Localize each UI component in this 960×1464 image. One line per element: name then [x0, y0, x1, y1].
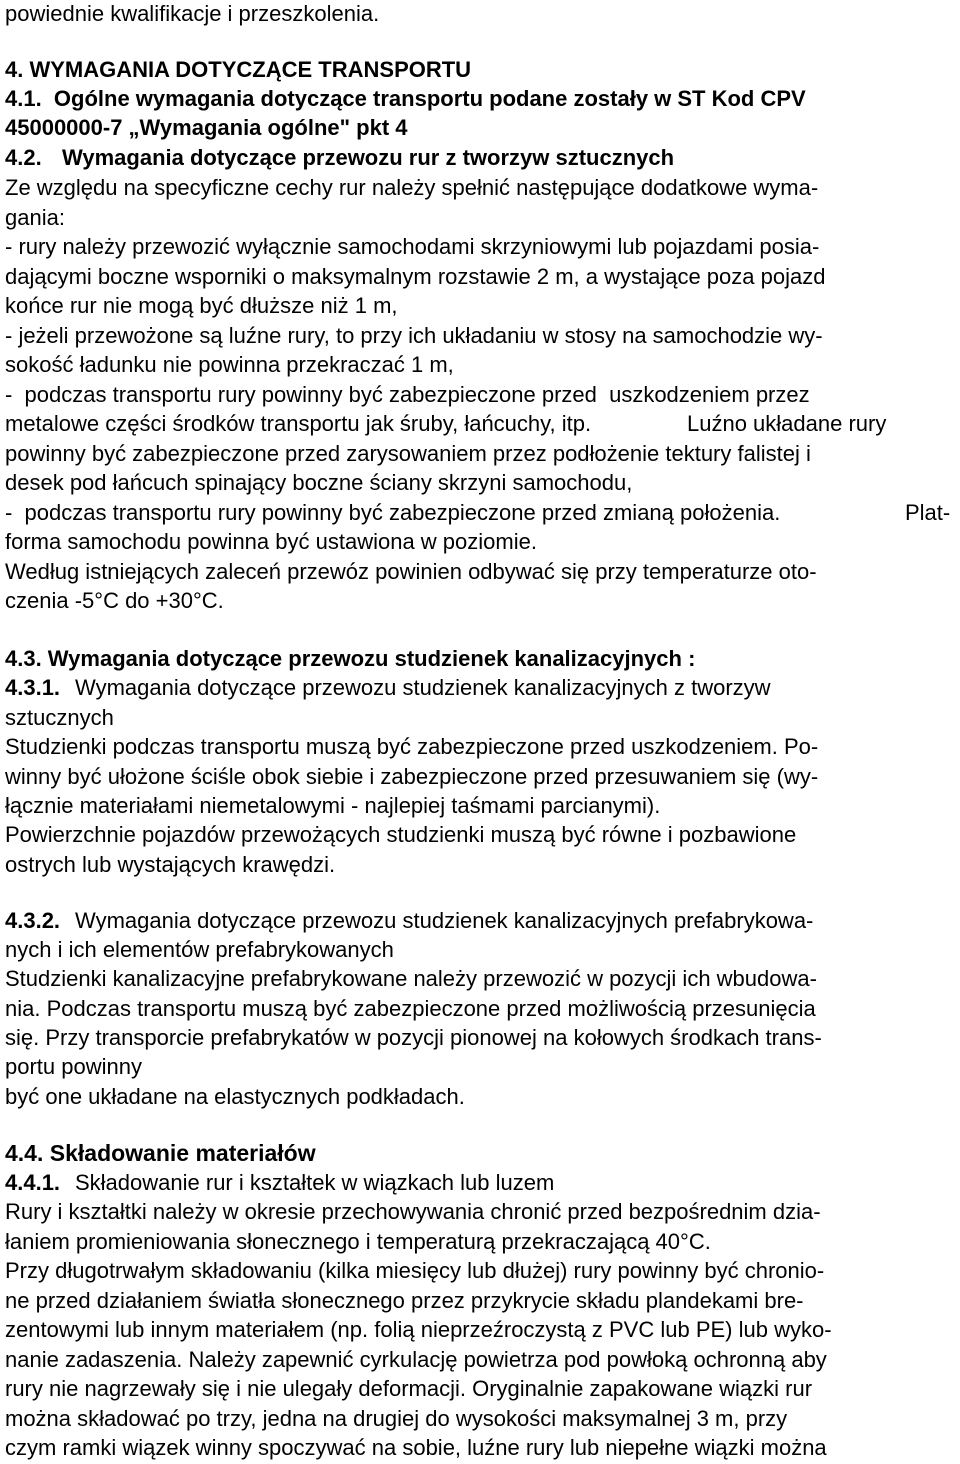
text-line: być one układane na elastycznych podkładach. — [5, 1084, 465, 1109]
text-line: dającymi boczne wsporniki o maksymalnym rozstawie 2 m, a wystające poza pojazd — [5, 264, 826, 289]
subsection-title-4-3-2: Wymagania dotyczące przewozu studzienek kanalizacyjnych prefabrykowa- — [75, 908, 814, 933]
subsection-heading-4-1-cont: 45000000-7 „Wymagania ogólne" pkt 4 — [5, 115, 408, 140]
text-line: czenia -5°C do +30°C. — [5, 588, 224, 613]
text-line: końce rur nie mogą być dłuższe niż 1 m, — [5, 293, 398, 318]
text-line: Luźno układane rury — [687, 411, 887, 436]
text-line: czym ramki wiązek winny spoczywać na sobie, luźne rury lub niepełne wiązki można — [5, 1435, 827, 1460]
subsection-number-4-4-1: 4.4.1. — [5, 1170, 61, 1195]
text-line: można składować po trzy, jedna na drugiej do wysokości maksymalnej 3 m, przy — [5, 1406, 788, 1431]
text-line: portu powinny — [5, 1054, 142, 1079]
text-line: zentowymi lub innym materiałem (np. folią nieprzeźroczystą z PVC lub PE) lub wyko- — [5, 1317, 832, 1342]
text-line: - rury należy przewozić wyłącznie samochodami skrzyniowymi lub pojazdami posia- — [5, 234, 820, 259]
text-line: winny być ułożone ściśle obok siebie i zabezpieczone przed przesuwaniem się (wy- — [5, 764, 819, 789]
subsection-number-4-3-1: 4.3.1. — [5, 675, 61, 700]
text-line: łącznie materiałami niemetalowymi - najlepiej taśmami parcianymi). — [5, 793, 661, 818]
text-line: ne przed działaniem światła słonecznego przez przykrycie składu plandekami bre- — [5, 1288, 804, 1313]
text-line: Rury i kształtki należy w okresie przechowywania chronić przed bezpośrednim dzia- — [5, 1199, 821, 1224]
subsection-heading-4-2: Wymagania dotyczące przewozu rur z tworzyw sztucznych — [62, 145, 675, 170]
text-line: Studzienki podczas transportu muszą być zabezpieczone przed uszkodzeniem. Po- — [5, 734, 819, 759]
text-line: nanie zadaszenia. Należy zapewnić cyrkulację powietrza pod powłoką ochronną aby — [5, 1347, 827, 1372]
text-line: Według istniejących zaleceń przewóz powinien odbywać się przy temperaturze oto- — [5, 559, 817, 584]
text-line: Studzienki kanalizacyjne prefabrykowane należy przewozić w pozycji ich wbudowa- — [5, 966, 817, 991]
subsection-title-4-3-1: Wymagania dotyczące przewozu studzienek kanalizacyjnych z tworzyw — [75, 675, 771, 700]
text-line: Przy długotrwałym składowaniu (kilka miesięcy lub dłużej) rury powinny być chronio- — [5, 1258, 825, 1283]
text-line: forma samochodu powinna być ustawiona w poziomie. — [5, 529, 537, 554]
text-line: Ze względu na specyficzne cechy rur należy spełnić następujące dodatkowe wyma- — [5, 175, 819, 200]
text-line: - jeżeli przewożone są luźne rury, to przy ich układaniu w stosy na samochodzie wy- — [5, 323, 823, 348]
text-line: sztucznych — [5, 705, 114, 730]
text-line: się. Przy transporcie prefabrykatów w pozycji pionowej na kołowych środkach trans- — [5, 1025, 822, 1050]
subsection-heading-4-3: 4.3. Wymagania dotyczące przewozu studzienek kanalizacyjnych : — [5, 646, 696, 671]
subsection-heading-4-1: 4.1. Ogólne wymagania dotyczące transportu podane zostały w ST Kod CPV — [5, 86, 806, 111]
text-line: powinny być zabezpieczone przed zarysowaniem przez podłożenie tektury falistej i — [5, 441, 811, 466]
text-line: sokość ładunku nie powinna przekraczać 1 m, — [5, 352, 454, 377]
text-line: rury nie nagrzewały się i nie ulegały deformacji. Oryginalnie zapakowane wiązki rur — [5, 1376, 813, 1401]
text-line: - podczas transportu rury powinny być zabezpieczone przed zmianą położenia. — [5, 500, 781, 525]
section-heading-4: 4. WYMAGANIA DOTYCZĄCE TRANSPORTU — [5, 57, 472, 82]
subsection-number-4-3-2: 4.3.2. — [5, 908, 61, 933]
subsection-title-4-4-1: Składowanie rur i kształtek w wiązkach lub luzem — [75, 1170, 555, 1195]
text-line: ostrych lub wystających krawędzi. — [5, 852, 336, 877]
text-line: łaniem promieniowania słonecznego i temperaturą przekraczającą 40°C. — [5, 1229, 711, 1254]
subsection-number-4-2: 4.2. — [5, 145, 42, 170]
text-line: - podczas transportu rury powinny być zabezpieczone przed uszkodzeniem przez — [5, 382, 810, 407]
text-line: nych i ich elementów prefabrykowanych — [5, 937, 394, 962]
text-line: gania: — [5, 205, 65, 230]
text-line: nia. Podczas transportu muszą być zabezpieczone przed możliwością przesunięcia — [5, 996, 816, 1021]
text-line: desek pod łańcuch spinający boczne ściany skrzyni samochodu, — [5, 470, 633, 495]
text-line: metalowe części środków transportu jak śruby, łańcuchy, itp. — [5, 411, 592, 436]
text-line: powiednie kwalifikacje i przeszkolenia. — [5, 1, 380, 26]
text-line: Plat- — [905, 500, 951, 525]
subsection-heading-4-4: 4.4. Składowanie materiałów — [5, 1140, 316, 1166]
text-line: Powierzchnie pojazdów przewożących studzienki muszą być równe i pozbawione — [5, 822, 797, 847]
